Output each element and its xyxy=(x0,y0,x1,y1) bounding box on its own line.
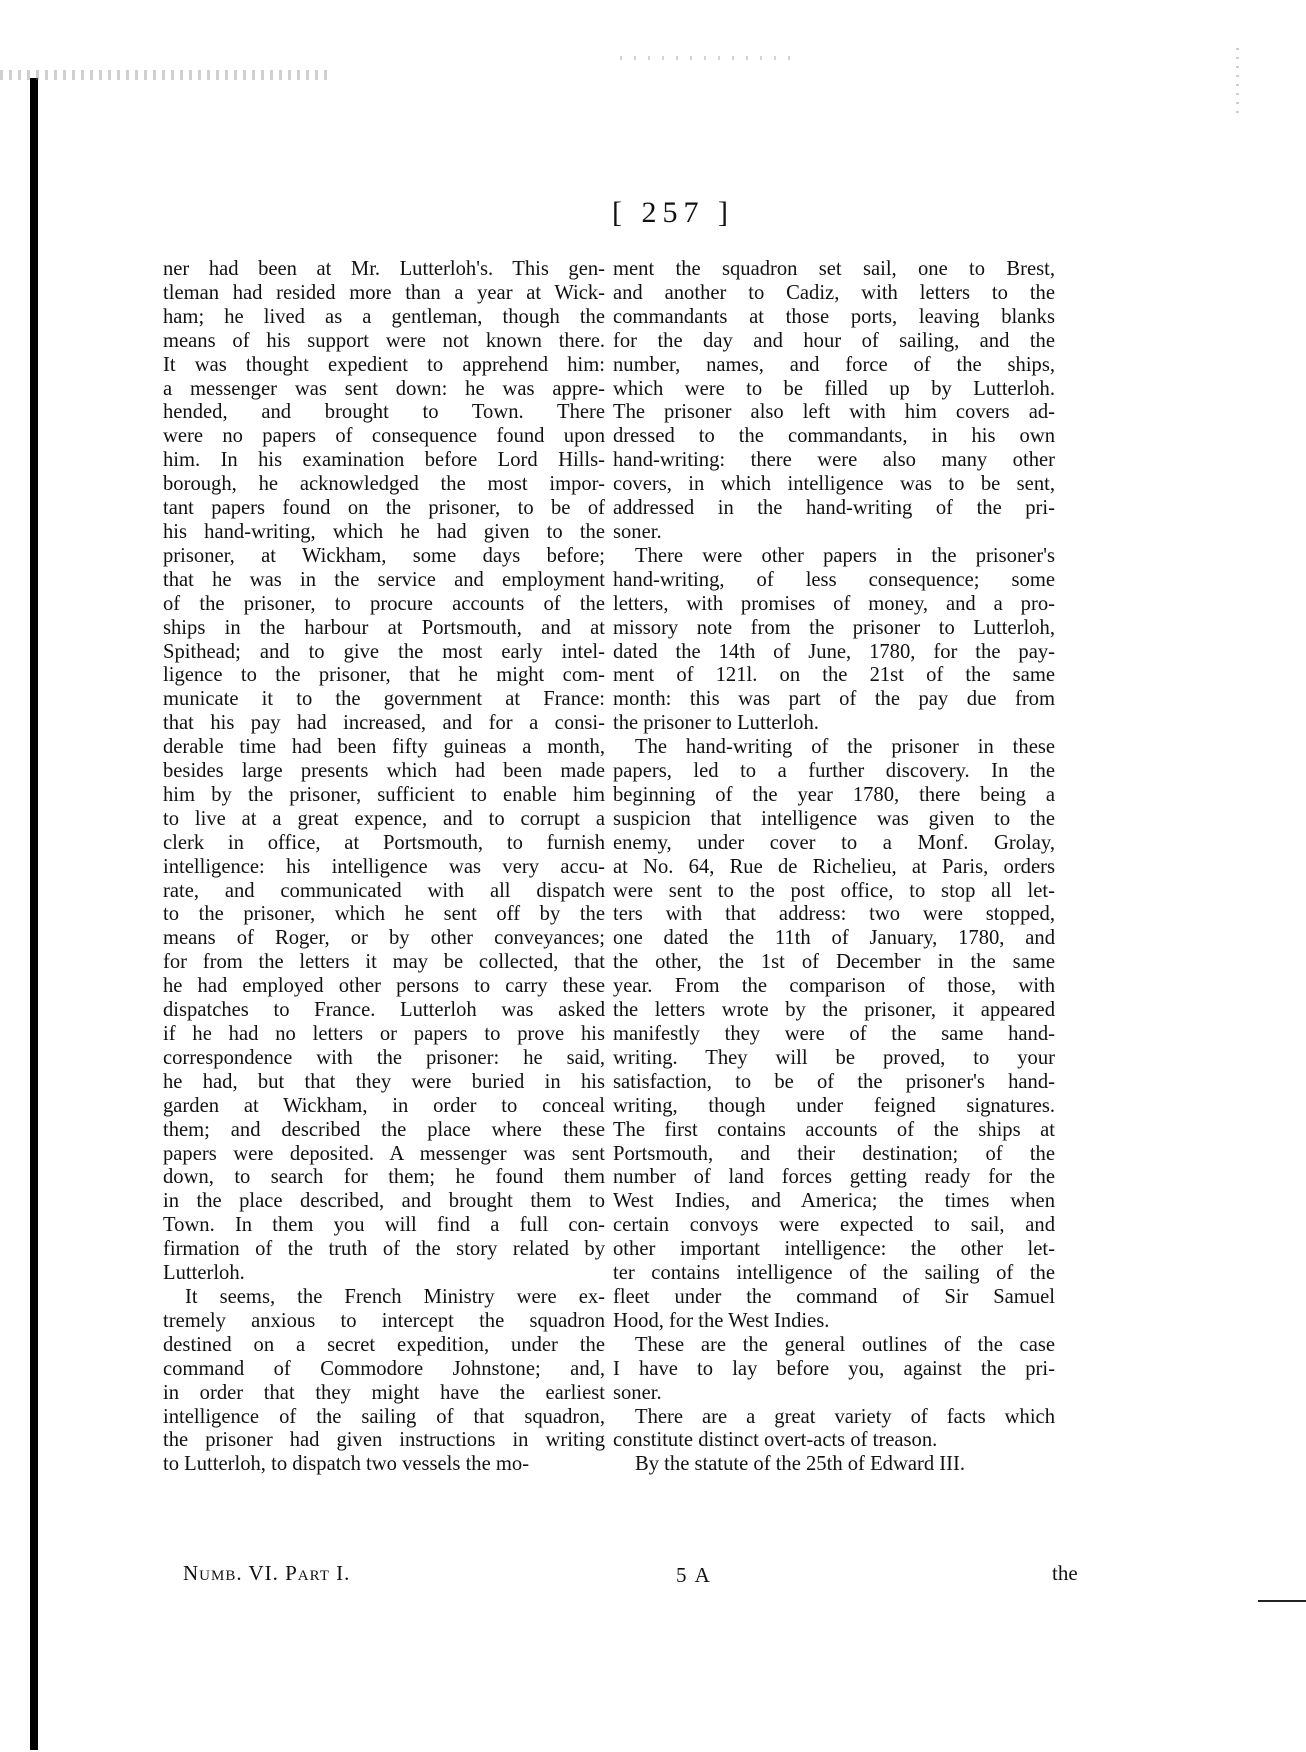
text-line: ment the squadron set sail, one to Brest, xyxy=(613,258,1055,280)
text-line: There were other papers in the prisoner's xyxy=(635,544,1055,567)
text-line: which were to be filled up by Lutterloh. xyxy=(613,377,1055,400)
text-line: the prisoner had given instructions in writing xyxy=(163,1429,605,1452)
text-line: manifestly they were of the same hand- xyxy=(613,1023,1055,1045)
text-line: Spithead; and to give the most early intel- xyxy=(163,640,605,663)
text-line: The first contains accounts of the ships at xyxy=(613,1118,1055,1141)
text-line: hand-writing: there were also many other xyxy=(613,449,1055,472)
text-line: ner had been at Mr. Lutterloh's. This gen- xyxy=(163,258,605,280)
text-line: tleman had resided more than a year at Wick- xyxy=(163,281,605,304)
binding-edge-shadow xyxy=(30,78,38,1750)
text-line: rate, and communicated with all dispatch xyxy=(163,879,605,902)
text-line: the letters wrote by the prisoner, it appeared xyxy=(613,999,1055,1022)
text-line: The hand-writing of the prisoner in these xyxy=(635,736,1055,759)
text-line: I have to lay before you, against the pri- xyxy=(613,1357,1055,1380)
text-line: These are the general outlines of the case xyxy=(635,1333,1055,1356)
text-line: and another to Cadiz, with letters to the xyxy=(613,281,1055,304)
text-line: means of Roger, or by other conveyances; xyxy=(163,927,605,950)
text-line: certain convoys were expected to sail, and xyxy=(613,1214,1055,1237)
text-line: for from the letters it may be collected, that xyxy=(163,951,605,974)
text-line: papers, led to a further discovery. In the xyxy=(613,760,1055,783)
text-line: municate it to the government at France: xyxy=(163,688,605,711)
text-line: Hood, for the West Indies. xyxy=(613,1309,830,1332)
text-line: borough, he acknowledged the most impor- xyxy=(163,473,605,496)
text-line: other important intelligence: the other let- xyxy=(613,1238,1055,1261)
text-line: to the prisoner, which he sent off by the xyxy=(163,903,605,926)
issue-footer: Numb. VI. Part I. xyxy=(183,1561,351,1585)
text-line: down, to search for them; he found them xyxy=(163,1166,605,1189)
text-line: letters, with promises of money, and a pro- xyxy=(613,592,1055,615)
text-line: enemy, under cover to a Monf. Grolay, xyxy=(613,831,1055,854)
text-line: intelligence: his intelligence was very accu- xyxy=(163,855,605,878)
text-line: destined on a secret expedition, under the xyxy=(163,1333,605,1356)
text-line: that his pay had increased, and for a consi- xyxy=(163,712,605,735)
text-line: for the day and hour of sailing, and the xyxy=(613,329,1055,352)
text-line: satisfaction, to be of the prisoner's hand- xyxy=(613,1070,1055,1093)
text-line: the prisoner to Lutterloh. xyxy=(613,712,819,735)
text-line: year. From the comparison of those, with xyxy=(613,975,1055,998)
text-line: dressed to the commandants, in his own xyxy=(613,425,1055,448)
text-line: hand-writing, of less consequence; some xyxy=(613,568,1055,591)
text-line: covers, in which intelligence was to be sent, xyxy=(613,473,1055,496)
scan-rule-bottom-right xyxy=(1258,1600,1306,1602)
text-line: besides large presents which had been made xyxy=(163,760,605,783)
text-line: ters with that address: two were stopped, xyxy=(613,903,1055,926)
text-line: hended, and brought to Town. There xyxy=(163,401,605,424)
text-line: constitute distinct overt-acts of treason. xyxy=(613,1429,938,1452)
catchword: the xyxy=(1052,1561,1078,1585)
text-line: tant papers found on the prisoner, to be of xyxy=(163,497,605,520)
text-line: It seems, the French Ministry were ex- xyxy=(185,1285,605,1308)
text-line: writing, though under feigned signatures. xyxy=(613,1094,1055,1117)
text-line: ter contains intelligence of the sailing of the xyxy=(613,1262,1055,1285)
text-line: suspicion that intelligence was given to the xyxy=(613,807,1055,830)
text-line: he had employed other persons to carry these xyxy=(163,975,605,998)
text-line: dispatches to France. Lutterloh was asked xyxy=(163,999,605,1022)
text-line: number, names, and force of the ships, xyxy=(613,353,1055,376)
scan-noise-top-right xyxy=(620,56,800,60)
text-line: means of his support were not known there. xyxy=(163,329,605,352)
text-line: him by the prisoner, sufficient to enable him xyxy=(163,783,605,806)
text-line: ligence to the prisoner, that he might com- xyxy=(163,664,605,687)
text-line: beginning of the year 1780, there being a xyxy=(613,783,1055,806)
text-line: were no papers of consequence found upon xyxy=(163,425,605,448)
text-line: commandants at those ports, leaving blanks xyxy=(613,305,1055,328)
text-line: at No. 64, Rue de Richelieu, at Paris, orders xyxy=(613,855,1055,878)
text-line: month: this was part of the pay due from xyxy=(613,688,1055,711)
text-line: tremely anxious to intercept the squadron xyxy=(163,1309,605,1332)
text-line: number of land forces getting ready for the xyxy=(613,1166,1055,1189)
text-line: him. In his examination before Lord Hills- xyxy=(163,449,605,472)
text-line: he had, but that they were buried in his xyxy=(163,1070,605,1093)
text-line: West Indies, and America; the times when xyxy=(613,1190,1055,1213)
text-line: intelligence of the sailing of that squadron, xyxy=(163,1405,605,1428)
text-line: papers were deposited. A messenger was sent xyxy=(163,1142,605,1165)
text-line: command of Commodore Johnstone; and, xyxy=(163,1357,605,1380)
text-line: prisoner, at Wickham, some days before; xyxy=(163,544,605,567)
text-line: addressed in the hand-writing of the pri- xyxy=(613,497,1055,520)
scan-noise-top-left xyxy=(0,70,330,80)
text-line: Town. In them you will find a full con- xyxy=(163,1214,605,1237)
left-text-column xyxy=(163,258,605,1477)
text-line: soner. xyxy=(613,520,662,543)
text-line: firmation of the truth of the story related by xyxy=(163,1238,605,1261)
scan-noise-right-edge xyxy=(1236,48,1239,118)
text-line: Lutterloh. xyxy=(163,1262,245,1285)
right-text-column xyxy=(613,258,1055,1477)
text-line: clerk in office, at Portsmouth, to furnish xyxy=(163,831,605,854)
text-line: ment of 121l. on the 21st of the same xyxy=(613,664,1055,687)
text-line: of the prisoner, to procure accounts of the xyxy=(163,592,605,615)
text-line: fleet under the command of Sir Samuel xyxy=(613,1285,1055,1308)
text-line: ships in the harbour at Portsmouth, and at xyxy=(163,616,605,639)
signature-mark: 5 A xyxy=(676,1563,712,1587)
text-line: one dated the 11th of January, 1780, and xyxy=(613,927,1055,950)
text-line: The prisoner also left with him covers ad- xyxy=(613,401,1055,424)
text-line: dated the 14th of June, 1780, for the pay- xyxy=(613,640,1055,663)
text-line: if he had no letters or papers to prove his xyxy=(163,1023,605,1045)
text-line: in order that they might have the earliest xyxy=(163,1381,605,1404)
text-line: garden at Wickham, in order to conceal xyxy=(163,1094,605,1117)
text-line: It was thought expedient to apprehend him: xyxy=(163,353,605,376)
text-line: ham; he lived as a gentleman, though the xyxy=(163,305,605,328)
text-line: derable time had been fifty guineas a month, xyxy=(163,736,605,759)
text-line: that he was in the service and employment xyxy=(163,568,605,591)
text-line: missory note from the prisoner to Lutterloh, xyxy=(613,616,1055,639)
text-line: his hand-writing, which he had given to the xyxy=(163,520,605,543)
text-line: the other, the 1st of December in the same xyxy=(613,951,1055,974)
text-line: correspondence with the prisoner: he said, xyxy=(163,1046,605,1069)
text-line: Portsmouth, and their destination; of the xyxy=(613,1142,1055,1165)
text-line: soner. xyxy=(613,1381,662,1404)
text-line: them; and described the place where these xyxy=(163,1118,605,1141)
text-line: There are a great variety of facts which xyxy=(635,1405,1055,1428)
text-line: writing. They will be proved, to your xyxy=(613,1046,1055,1069)
text-line: a messenger was sent down: he was appre- xyxy=(163,377,605,400)
text-line: By the statute of the 25th of Edward III. xyxy=(635,1453,965,1476)
text-line: were sent to the post office, to stop all let- xyxy=(613,879,1055,902)
page-number: [ 257 ] xyxy=(612,196,734,229)
text-line: to live at a great expence, and to corrupt a xyxy=(163,807,605,830)
text-line: in the place described, and brought them to xyxy=(163,1190,605,1213)
text-line: to Lutterloh, to dispatch two vessels the mo- xyxy=(163,1453,530,1476)
